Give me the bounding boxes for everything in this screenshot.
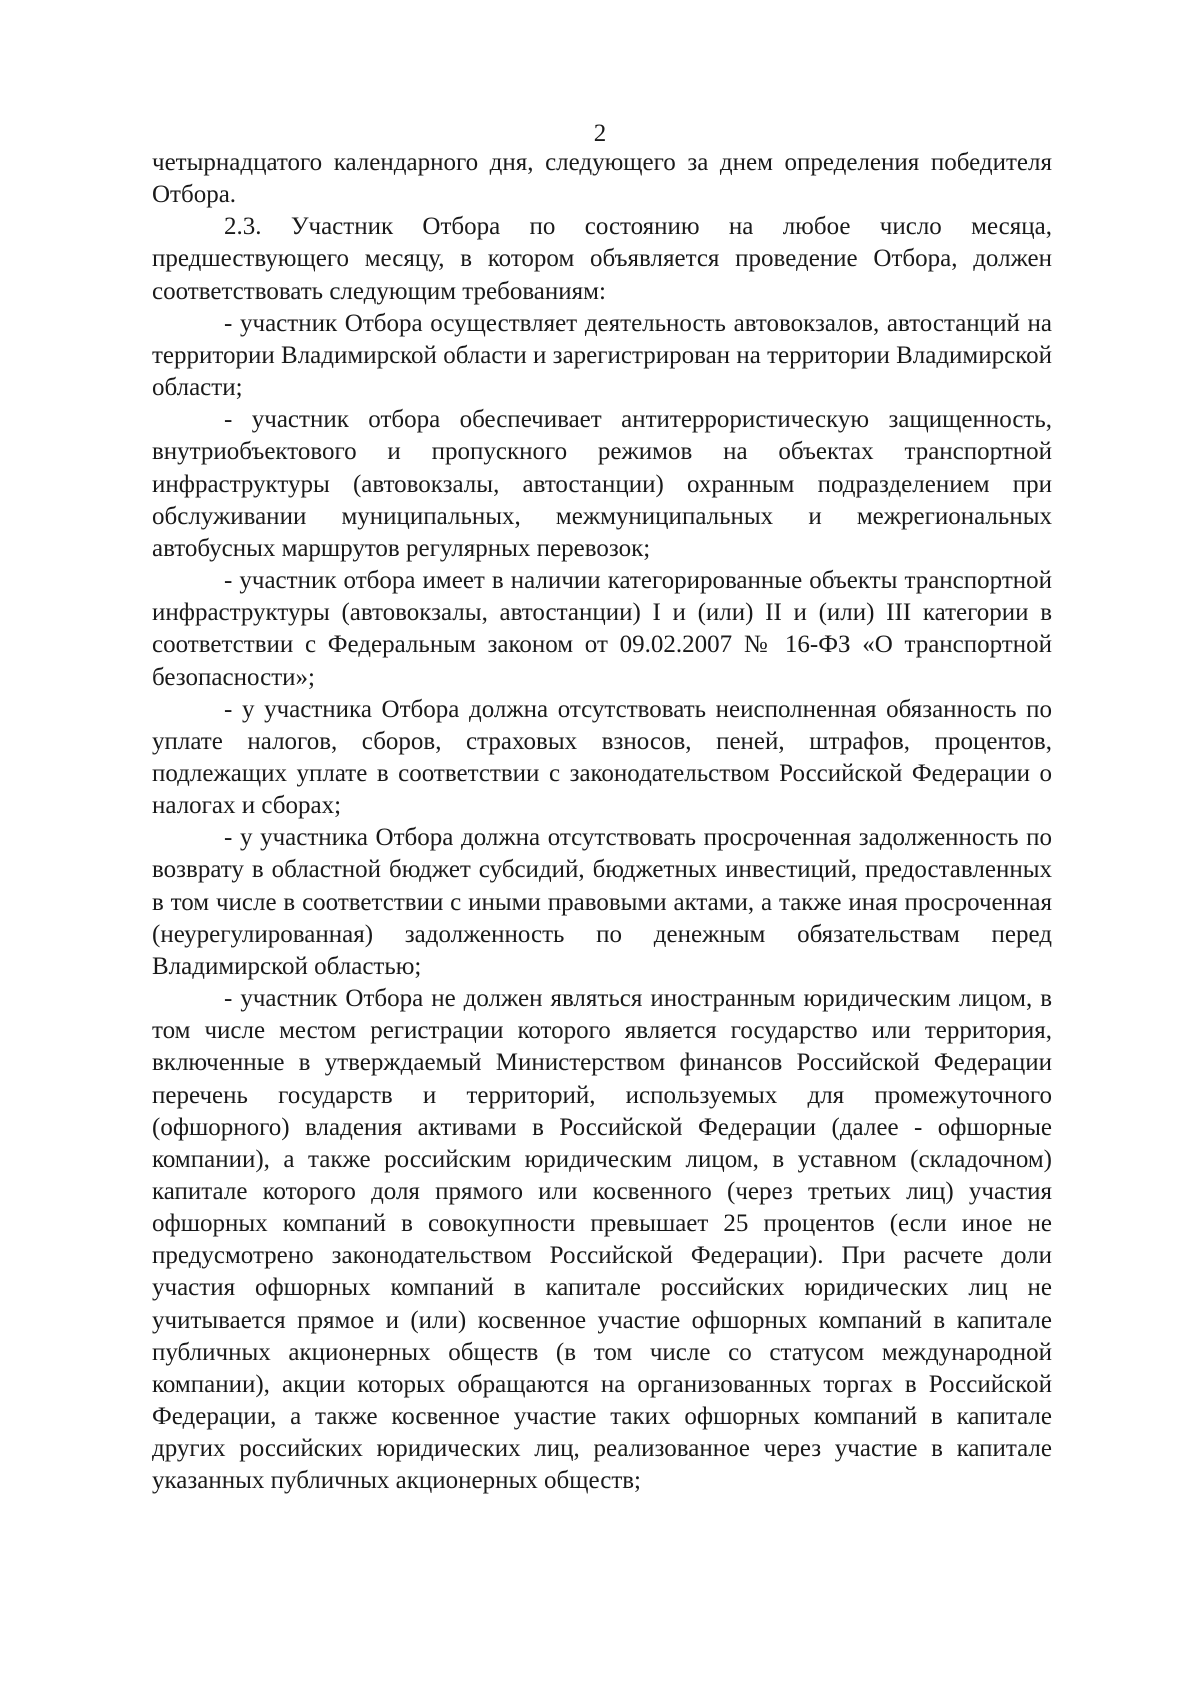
page-number: 2 — [593, 120, 607, 147]
paragraph-requirement-tax-debt: - у участника Отбора должна отсутствовать неисполненная обязанность по уплате налогов, сборов, страховых взносов, пеней, штрафов, процентов, подлежащих уплате в соответствии с законодательством Российской Федерации о налогах и сборах; — [152, 695, 1052, 820]
paragraph-requirement-categorized-objects: - участник отбора имеет в наличии категорированные объекты транспортной инфраструктуры (автовокзалы, автостанции) I и (или) II и (или) III категории в соответствии с Федеральным законом от 09.02.2007 № 16-ФЗ «О транспортной безопасности»; — [152, 567, 1052, 691]
document-body — [152, 147, 1052, 1498]
paragraph-clause-2-3: 2.3. Участник Отбора по состоянию на любое число месяца, предшествующего месяцу, в котором объявляется проведение Отбора, должен соответствовать следующим требованиям: — [152, 213, 1052, 305]
paragraph-continuation: четырнадцатого календарного дня, следующего за днем определения победителя Отбора. — [152, 149, 1052, 209]
paragraph-requirement-security: - участник отбора обеспечивает антитеррористическую защищенность, внутриобъектового и пропускного режимов на объектах транспортной инфраструктуры (автовокзалы, автостанции) охранным подразделением при обслуживании муниципальных, межмуниципальных и межрегиональных автобусных маршрутов регулярных перевозок; — [152, 406, 1052, 562]
paragraph-requirement-budget-debt: - у участника Отбора должна отсутствовать просроченная задолженность по возврату в областной бюджет субсидий, бюджетных инвестиций, предоставленных в том числе в соответствии с иными правовыми актами, а также иная просроченная (неурегулированная) задолженность по денежным обязательствам перед Владимирской областью; — [152, 824, 1052, 980]
paragraph-requirement-offshore: - участник Отбора не должен являться иностранным юридическим лицом, в том числе местом регистрации которого является государство или территория, включенные в утверждаемый Министерством финансов Российской Федерации перечень государств и территорий, используемых для промежуточного (офшорного) владения активами в Российской Федерации (далее - офшорные компании), а также российским юридическим лицом, в уставном (складочном) капитале которого доля прямого или косвенного (через третьих лиц) участия офшорных компаний в совокупности превышает 25 процентов (если иное не предусмотрено законодательством Российской Федерации). При расчете доли участия офшорных компаний в капитале российских юридических лиц не учитывается прямое и (или) косвенное участие офшорных компаний в капитале публичных акционерных обществ (в том числе со статусом международной компании), акции которых обращаются на организованных торгах в Российской Федерации, а также косвенное участие таких офшорных компаний в капитале других российских юридических лиц, реализованное через участие в капитале указанных публичных акционерных обществ; — [152, 985, 1052, 1495]
paragraph-requirement-activity: - участник Отбора осуществляет деятельность автовокзалов, автостанций на территории Владимирской области и зарегистрирован на территории Владимирской области; — [152, 309, 1052, 402]
